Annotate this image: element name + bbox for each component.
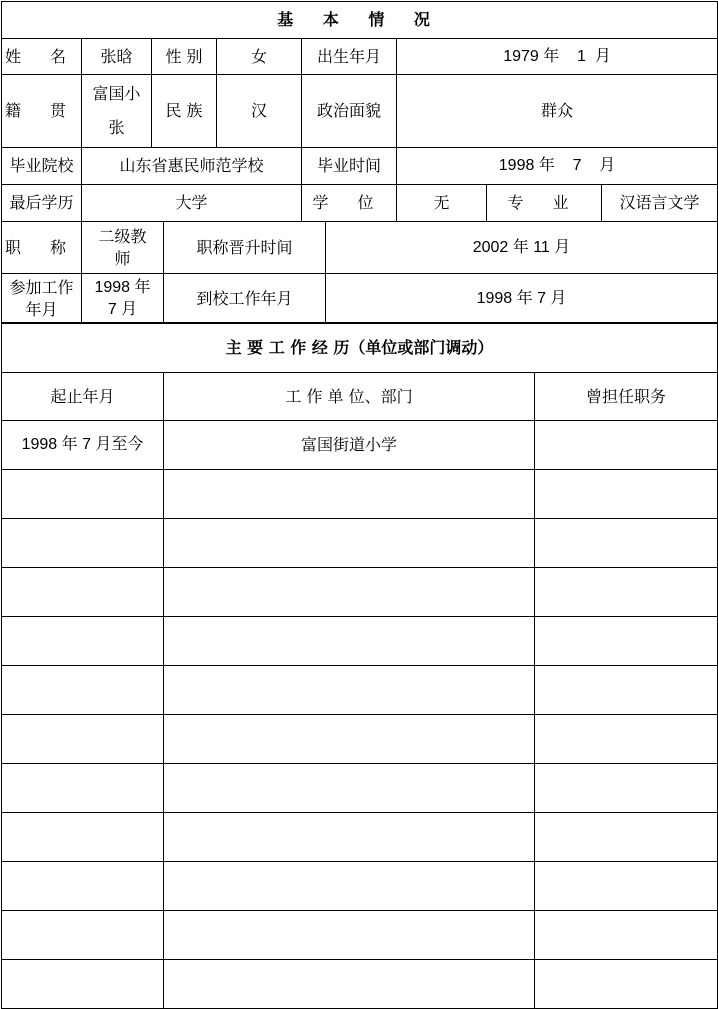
cell-period [2,617,164,666]
table-row [2,519,718,568]
education-label: 最后学历 [2,185,82,222]
history-header-row [2,373,718,421]
political-label: 政治面貌 [302,75,397,148]
history-body [2,421,718,1009]
table-row [2,470,718,519]
cell-period [2,813,164,862]
cell-position [535,470,718,519]
promotion-label: 职称晋升时间 [164,222,326,274]
school-label: 毕业院校 [2,148,82,185]
cell-period [2,911,164,960]
cell-period [2,764,164,813]
col-header-unit: 工 作 单 位、部门 [164,373,535,421]
school-start-value: 1998 年 7 月 [326,274,718,324]
cell-unit [164,960,535,1009]
row-work-start [2,274,718,324]
cell-unit [164,764,535,813]
cell-unit [164,715,535,764]
table-row [2,911,718,960]
work-start-value: 1998 年 7 月 [82,274,164,324]
school-start-label: 到校工作年月 [164,274,326,324]
work-history-table [1,322,718,1009]
cell-position [535,911,718,960]
grad-time-value: 1998 年 7 月 [397,148,718,185]
cell-unit [164,813,535,862]
basic-section-title: 基 本 情 况 [2,2,718,39]
title-value: 二级教师 [82,222,164,274]
title-info-table [1,221,718,324]
table-row [2,960,718,1009]
row-title [2,222,718,274]
history-section-title: 主 要 工 作 经 历（单位或部门调动） [2,323,718,373]
major-label: 专 业 [487,185,602,222]
cell-period [2,568,164,617]
table-row [2,617,718,666]
cell-position [535,519,718,568]
cell-period [2,666,164,715]
cell-position [535,813,718,862]
name-label: 姓 名 [2,39,82,75]
major-value: 汉语言文学 [602,185,718,222]
cell-unit [164,470,535,519]
cell-period [2,960,164,1009]
school-value: 山东省惠民师范学校 [82,148,302,185]
native-label: 籍 贯 [2,75,82,148]
gender-value: 女 [217,39,302,75]
cell-unit: 富国街道小学 [164,421,535,470]
degree-value: 无 [397,185,487,222]
cell-unit [164,666,535,715]
table-row [2,764,718,813]
cell-position [535,568,718,617]
table-row [2,862,718,911]
cell-position [535,862,718,911]
basic-info-table [1,1,718,222]
cell-position [535,666,718,715]
ethnic-value: 汉 [217,75,302,148]
row-school [2,148,718,185]
cell-unit [164,568,535,617]
birth-label: 出生年月 [302,39,397,75]
table-row [2,568,718,617]
grad-time-label: 毕业时间 [302,148,397,185]
cell-position [535,764,718,813]
cell-unit [164,911,535,960]
native-value: 富国小张 [82,75,152,148]
table-row [2,666,718,715]
row-native [2,75,718,148]
title-label: 职 称 [2,222,82,274]
col-header-period: 起止年月 [2,373,164,421]
name-value: 张晗 [82,39,152,75]
gender-label: 性 别 [152,39,217,75]
cell-position [535,617,718,666]
basic-title-row [2,2,718,39]
education-value: 大学 [82,185,302,222]
ethnic-label: 民 族 [152,75,217,148]
col-header-position: 曾担任职务 [535,373,718,421]
cell-position [535,960,718,1009]
work-start-label: 参加工作年月 [2,274,82,324]
cell-position [535,715,718,764]
row-name [2,39,718,75]
table-row [2,715,718,764]
cell-period [2,519,164,568]
cell-period [2,715,164,764]
table-row [2,813,718,862]
cell-unit [164,617,535,666]
degree-label: 学 位 [302,185,397,222]
cell-unit [164,519,535,568]
cell-period [2,862,164,911]
cell-period: 1998 年 7 月至今 [2,421,164,470]
cell-period [2,470,164,519]
cell-unit [164,862,535,911]
table-row [2,421,718,470]
political-value: 群众 [397,75,718,148]
row-education [2,185,718,222]
promotion-value: 2002 年 11 月 [326,222,718,274]
birth-value: 1979 年 1 月 [397,39,718,75]
cell-position [535,421,718,470]
history-title-row [2,323,718,373]
